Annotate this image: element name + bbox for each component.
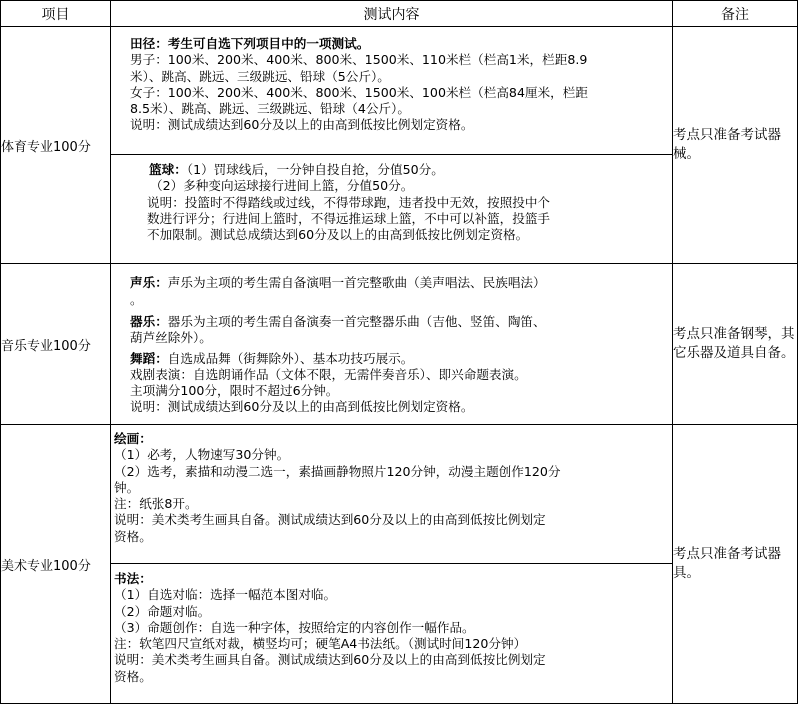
vocal-label: 声乐：: [130, 275, 168, 291]
calligraphy-block: [111, 563, 672, 703]
dance-line: [130, 351, 672, 367]
painting-explain2: 资格。: [114, 528, 152, 544]
athletics-female-line2: 8.5米）、跳高、跳远、三级跳远、铅球（4公斤）。: [130, 101, 410, 117]
header-item: 项目: [1, 1, 111, 27]
art-remark: 考点只准备考试器具。: [673, 425, 798, 704]
calligraphy-label: 书法：: [114, 571, 152, 586]
painting-line2b: 钟。: [114, 479, 140, 495]
vocal-line: [130, 275, 672, 291]
vocal-text: 声乐为主项的考生需自备演唱一首完整歌曲（美声唱法、民族唱法）: [167, 275, 546, 291]
athletics-female-line1: 女子：100米、200米、400米、800米、1500米、100米栏（栏高84厘米，栏距: [130, 84, 588, 100]
athletics-title: 田径：考生可自选下列项目中的一项测试。: [130, 36, 370, 51]
instrument-line2: 葫芦丝除外）。: [130, 330, 212, 346]
art-content: [111, 425, 673, 704]
music-explain: 说明：测试成绩达到60分及以上的由高到低按比例划定资格。: [130, 399, 474, 415]
athletics-male-line1: 男子：100米、200米、400米、800米、1500米、110米栏（栏高1米，栏距8.9: [130, 52, 588, 68]
music-remark: 考点只准备钢琴，其它乐器及道具自备。: [673, 264, 798, 425]
art-row: [1, 425, 798, 704]
vocal-end: 。: [130, 291, 143, 307]
painting-line2a: （2）选考，素描和动漫二选一，素描画静物照片120分钟，动漫主题创作120分: [114, 463, 561, 479]
athletics-male-line2: 米）、跳高、跳远、三级跳远、铅球（5公斤）。: [130, 68, 390, 84]
header-row: [1, 1, 798, 27]
sports-remark: 考点只准备考试器械。: [673, 27, 798, 264]
sports-content: [111, 27, 673, 264]
basketball-explain-line1: 说明：投篮时不得踏线或过线，不得带球跑，违者投中无效，按照投中个: [147, 194, 550, 210]
calligraphy-line3: （3）命题创作：自选一种字体，按照给定的内容创作一幅作品。: [114, 619, 475, 635]
painting-label: 绘画：: [114, 431, 152, 446]
instrument-text1: 器乐为主项的考生需自备演奏一首完整器乐曲（吉他、竖笛、陶笛、: [167, 313, 546, 329]
calligraphy-explain2: 资格。: [114, 668, 152, 684]
music-full-score: 主项满分100分，限时不超过6分钟。: [130, 383, 339, 399]
calligraphy-line1: （1）自选对临：选择一幅范本图对临。: [114, 587, 337, 603]
music-category: 音乐专业100分: [1, 264, 111, 425]
dance-label: 舞蹈：: [130, 350, 168, 366]
basketball-block: [111, 154, 672, 263]
basketball-explain-line2: 数进行评分；行进间上篮时，不得远推运球上篮，不中可以补篮，投篮手: [147, 210, 550, 226]
instrument-line1: [130, 314, 672, 330]
basketball-label: 篮球：: [149, 162, 187, 177]
art-category: 美术专业100分: [1, 425, 111, 704]
calligraphy-line2: （2）命题对临。: [114, 603, 211, 619]
basketball-line2: （2）多种变向运球接行进间上篮，分值50分。: [150, 178, 414, 194]
calligraphy-explain1: 说明：美术类考生画具自备。测试成绩达到60分及以上的由高到低按比例划定: [114, 652, 546, 668]
painting-line1: （1）必考，人物速写30分钟。: [114, 447, 290, 463]
dance-text: 自选成品舞（街舞除外）、基本功技巧展示。: [167, 350, 414, 366]
sports-category: 体育专业100分: [1, 27, 111, 264]
painting-block: [111, 425, 672, 563]
painting-note: 注：纸张8开。: [114, 496, 198, 512]
calligraphy-note: 注：软笔四尺宣纸对裁，横竖均可；硬笔A4书法纸。（测试时间120分钟）: [114, 636, 527, 652]
athletics-explain: 说明：测试成绩达到60分及以上的由高到低按比例划定资格。: [130, 117, 474, 133]
header-remark: 备注: [673, 1, 798, 27]
music-block: [111, 272, 672, 415]
music-content: [111, 264, 673, 425]
drama-line: 戏剧表演：自选朗诵作品（文体不限，无需伴奏音乐）、即兴命题表演。: [130, 366, 527, 382]
instrument-label: 器乐：: [130, 313, 168, 329]
music-row: [1, 264, 798, 425]
basketball-explain-line3: 不加限制。测试总成绩达到60分及以上的由高到低按比例划定资格。: [147, 227, 529, 243]
sports-row: [1, 27, 798, 264]
header-content: 测试内容: [111, 1, 673, 27]
basketball-item1: （1）罚球线后，一分钟自投自抢，分值50分。: [186, 162, 444, 177]
athletics-block: [111, 27, 672, 154]
painting-explain1: 说明：美术类考生画具自备。测试成绩达到60分及以上的由高到低按比例划定: [114, 512, 546, 528]
basketball-line1: [147, 162, 672, 178]
